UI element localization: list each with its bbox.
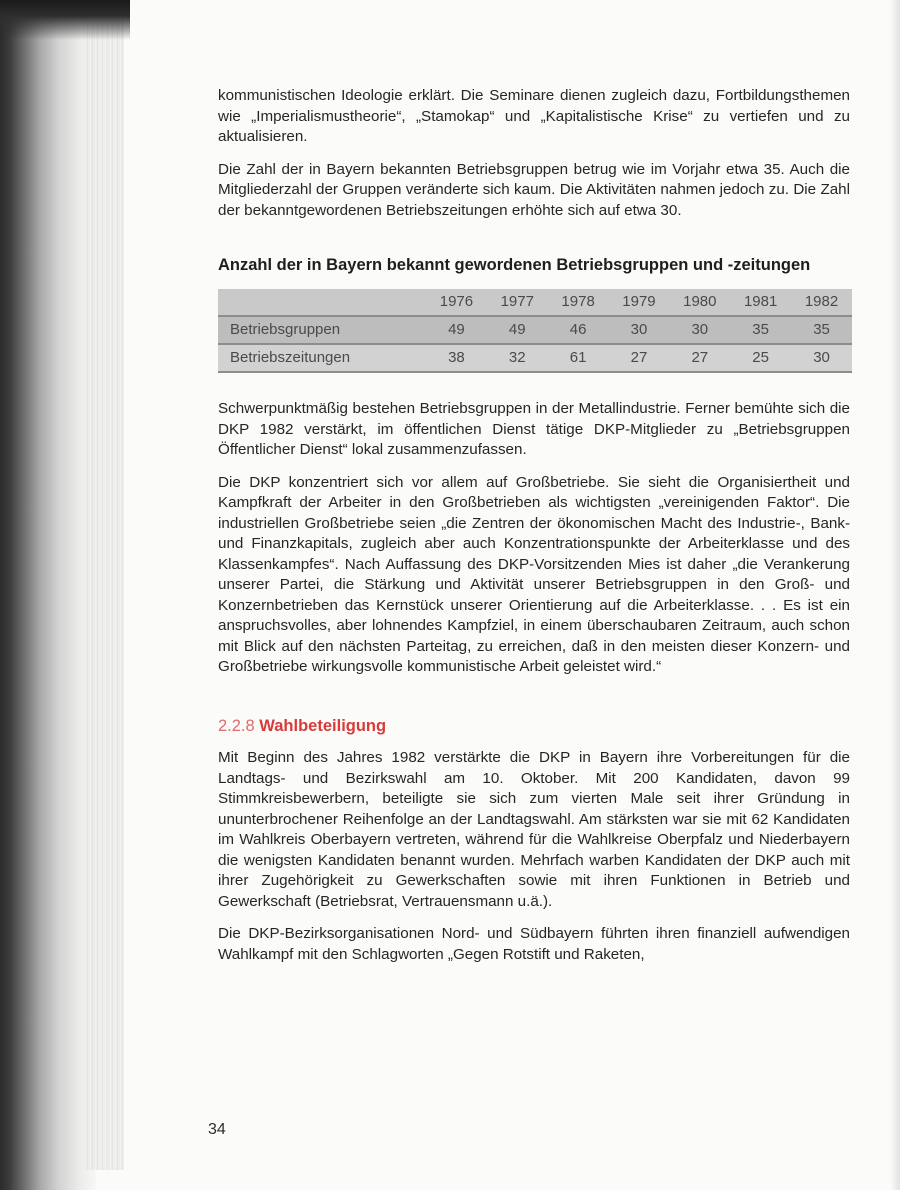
table-cell: 30	[813, 348, 830, 366]
table-cell: 61	[569, 348, 587, 366]
year-header: 1980	[683, 292, 717, 310]
row-label: Betriebszeitungen	[230, 348, 351, 366]
table-cell: 32	[508, 348, 526, 366]
section-number: 2.2.8	[218, 716, 255, 735]
paragraph: Die DKP konzentriert sich vor allem auf Großbetriebe. Sie sieht die Organisiertheit und Kampfkraft der Arbeiter in den Großbetrieben als wichtigsten „vereinigenden Faktor“. Die industriellen Großbetriebe seien „die Zentren der ökonomischen Macht des Industrie-, Bank- und Finanzkapitals, zugleich aber auch Konzentrationspunkte der Arbeiterklasse und des Klassenkampfes“. Nach Auffassung des DKP-Vorsitzenden Mies ist daher „die Verankerung unserer Partei, die Stärkung und Aktivität unserer Betriebsgruppen in den Groß- und Konzernbetrieben das Kernstück unserer Orientierung auf die Arbeiterklasse. . . Es ist ein anspruchsvolles, aber lohnendes Kampfziel, in einem überschaubaren Zeitraum, auch schon mit Blick auf den nächsten Parteitag, zu erreichen, daß in den meisten dieser Konzern- und Großbetriebe wirkungsvolle kommunistische Arbeit geleistet wird.“	[218, 473, 850, 675]
paragraph: Die Zahl der in Bayern bekannten Betriebsgruppen betrug wie im Vorjahr etwa 35. Auch die Mitgliederzahl der Gruppen veränderte sich kaum. Die Aktivitäten nahmen jedoch zu. Die Zahl der bekanntgewordenen Betriebszeitungen erhöhte sich auf etwa 30.	[218, 160, 850, 219]
section-heading	[218, 716, 850, 737]
table-header-row	[218, 289, 852, 316]
table-row	[218, 344, 852, 372]
statistics-table	[218, 289, 852, 373]
year-header: 1978	[561, 292, 595, 310]
table-cell: 38	[448, 348, 465, 366]
table-cell: 30	[691, 320, 709, 338]
page-content	[218, 86, 850, 977]
right-page-edge	[890, 0, 900, 1190]
table-cell: 35	[752, 320, 769, 338]
table-cell: 49	[508, 320, 526, 338]
row-label: Betriebsgruppen	[230, 320, 341, 338]
paragraph: kommunistischen Ideologie erklärt. Die Seminare dienen zugleich dazu, Fortbildungsthemen wie „Imperialismustheorie“, „Stamokap“ und „Kapitalistische Krise“ zu vertiefen und zu aktualisieren.	[218, 87, 850, 145]
page-number: 34	[208, 1121, 226, 1138]
year-header: 1976	[439, 292, 474, 310]
book-spine-edge	[0, 0, 96, 1190]
year-header: 1977	[500, 292, 534, 310]
top-shadow	[0, 0, 130, 40]
section-title: Wahlbeteiligung	[259, 716, 387, 735]
table-corner-cell	[218, 289, 426, 316]
paragraph: Mit Beginn des Jahres 1982 verstärkte die DKP in Bayern ihre Vorbereitungen für die Landtags- und Bezirkswahl am 10. Oktober. Mit 200 Kandidaten, davon 99 Stimmkreisbewerbern, beteiligte sie sich zum vierten Male seit ihrer Gründung in ununterbrochener Reihenfolge an der Landtagswahl. Am stärksten war sie mit 62 Kandidaten im Wahlkreis Oberbayern vertreten, während für die Wahlkreise Oberpfalz und Niederbayern die wenigsten Kandidaten benannt wurden. Mehrfach warben Kandidaten der DKP auch mit ihrer Zugehörigkeit zu Gewerkschaften sowie mit ihren Funktionen in Betrieb und Gewerkschaft (Betriebsrat, Vertrauensmann u.ä.).	[218, 749, 850, 910]
table-cell: 27	[691, 348, 709, 366]
table-cell: 46	[569, 320, 587, 338]
table-title: Anzahl der in Bayern bekannt gewordenen Betriebsgruppen und -zeitungen	[218, 256, 811, 274]
paragraph: Die DKP-Bezirksorganisationen Nord- und Südbayern führten ihren finanziell aufwendigen Wahlkampf mit den Schlagworten „Gegen Rotstift und Raketen,	[218, 925, 850, 963]
page-stack-edge	[84, 20, 124, 1170]
table-cell: 25	[752, 348, 769, 366]
table-cell: 49	[448, 320, 465, 338]
year-header: 1982	[804, 292, 839, 310]
table-row	[218, 316, 852, 344]
year-header: 1981	[743, 292, 778, 310]
table-cell: 30	[630, 320, 648, 338]
paragraph: Schwerpunktmäßig bestehen Betriebsgruppen in der Metallindustrie. Ferner bemühte sich die DKP 1982 verstärkt, im öffentlichen Dienst tätige DKP-Mitglieder zu „Betriebsgruppen Öffentlicher Dienst“ lokal zusammenzufassen.	[218, 400, 850, 458]
year-header: 1979	[622, 292, 656, 310]
table-cell: 27	[630, 348, 648, 366]
table-cell: 35	[813, 320, 830, 338]
